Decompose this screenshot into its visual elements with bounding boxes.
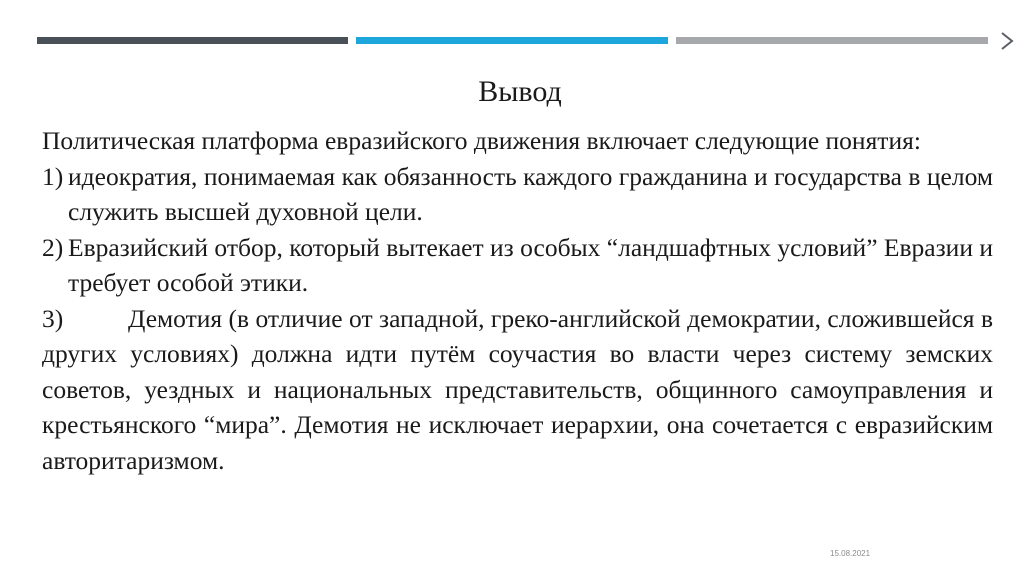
list-item-text: идеократия, понимаемая как обязанность каждого гражданина и государства в целом служить высшей духовной цели.: [68, 161, 993, 226]
header-bars: [37, 37, 988, 45]
list-item-number: 3): [42, 303, 64, 333]
intro-paragraph: Политическая платформа евразийского движения включает следующие понятия:: [42, 126, 921, 155]
slide-title: Вывод: [478, 75, 562, 108]
list-item-number: 1): [42, 161, 64, 191]
header-bar-blue: [356, 37, 668, 44]
list-item-text: Демотия (в отличие от западной, греко-английской демократии, сложившейся в других условиях) должна идти путём соучастия во власти через систему земских советов, уездных и национальных представительств, общинного самоуправления и крестьянского “мира”. Демотия не исключает иерархии, она сочетается с евразийским авторитаризмом.: [42, 303, 993, 475]
header-bar-gray: [676, 37, 988, 44]
list-item-text: Евразийский отбор, который вытекает из особых “ландшафтных условий” Евразии и требует особой этики.: [68, 232, 993, 297]
list-item-number: 2): [42, 232, 64, 262]
slide-body: [42, 123, 993, 478]
chevron-right-icon: [999, 32, 1015, 50]
list-item: [42, 159, 993, 230]
list-item: [42, 301, 993, 479]
slide-date: 15.08.2021: [830, 549, 871, 558]
list-item: [42, 230, 993, 301]
header-bar-dark: [37, 37, 348, 44]
